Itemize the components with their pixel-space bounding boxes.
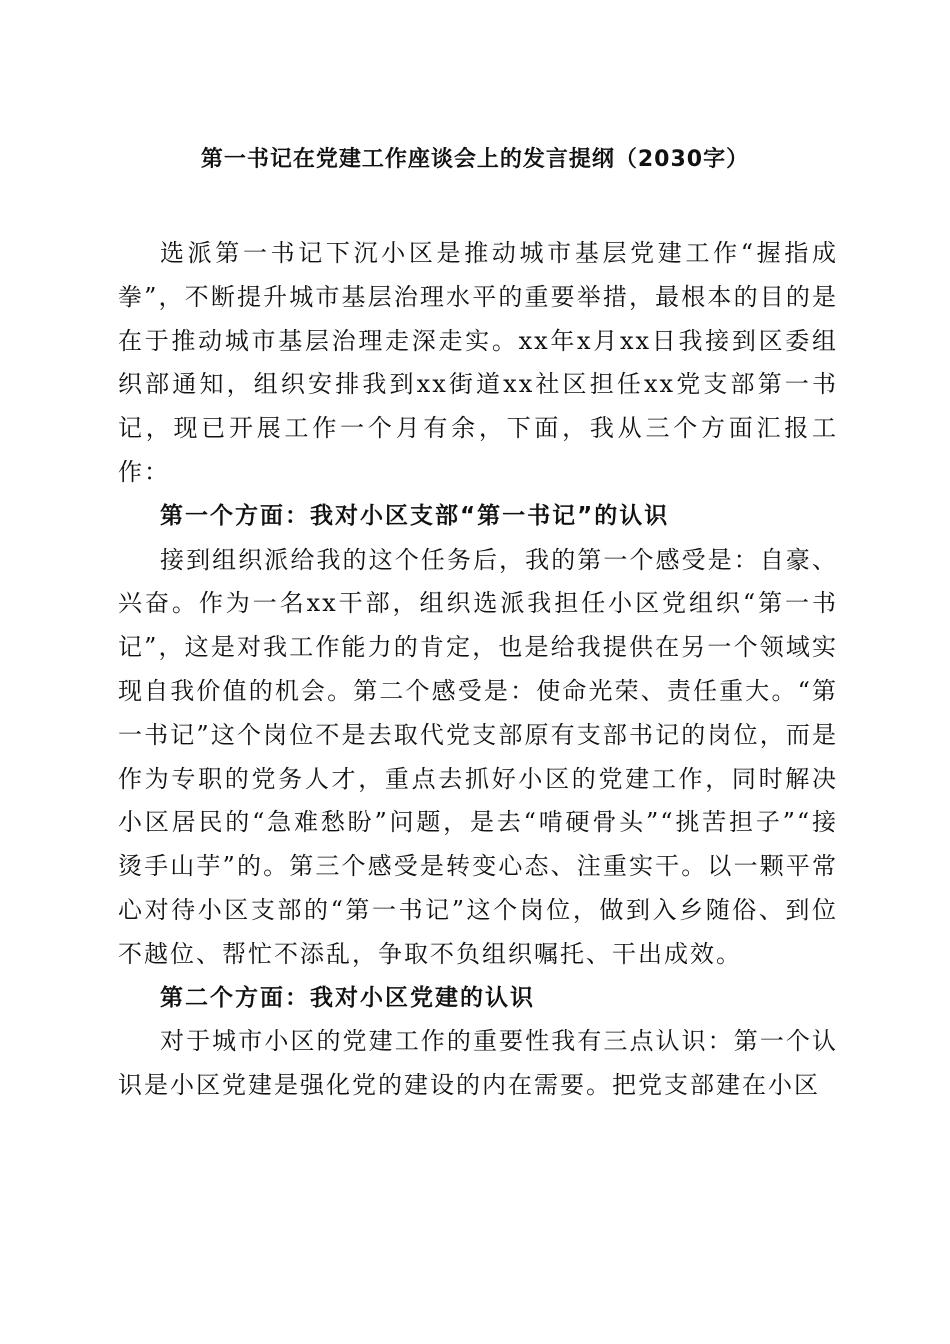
section-1-paragraph: 接到组织派给我的这个任务后，我的第一个感受是：自豪、兴奋。作为一名xx干部，组织选派我担任小区党组织“第一书记”，这是对我工作能力的肯定，也是给我提供在另一个领域实现自我价值的机会。第二个感受是：使命光荣、责任重大。“第一书记”这个岗位不是去取代党支部原有支部书记的岗位，而是作为专职的党务人才，重点去抓好小区的党建工作，同时解决小区居民的“急难愁盼”问题，是去“啃硬骨头”“挑苦担子”“接烫手山芋”的。第三个感受是转变心态、注重实干。以一颗平常心对待小区支部的“第一书记”这个岗位，做到入乡随俗、到位不越位、帮忙不添乱，争取不负组织嘱托、干出成效。 xyxy=(118,545,838,968)
document-body xyxy=(118,232,838,1108)
section-2-heading: 第二个方面：我对小区党建的认识 xyxy=(160,984,535,1011)
intro-paragraph: 选派第一书记下沉小区是推动城市基层党建工作“握指成拳”，不断提升城市基层治理水平的重要举措，最根本的目的是在于推动城市基层治理走深走实。xx年x月xx日我接到区委组织部通知，组织安排我到xx街道xx社区担任xx党支部第一书记，现已开展工作一个月有余，下面，我从三个方面汇报工作： xyxy=(118,239,838,486)
document-title: 第一书记在党建工作座谈会上的发言提纲（2030字） xyxy=(200,147,750,172)
section-1-heading: 第一个方面：我对小区支部“第一书记”的认识 xyxy=(160,502,670,529)
section-2-paragraph: 对于城市小区的党建工作的重要性我有三点认识：第一个认识是小区党建是强化党的建设的内在需要。把党支部建在小区 xyxy=(118,1027,838,1100)
